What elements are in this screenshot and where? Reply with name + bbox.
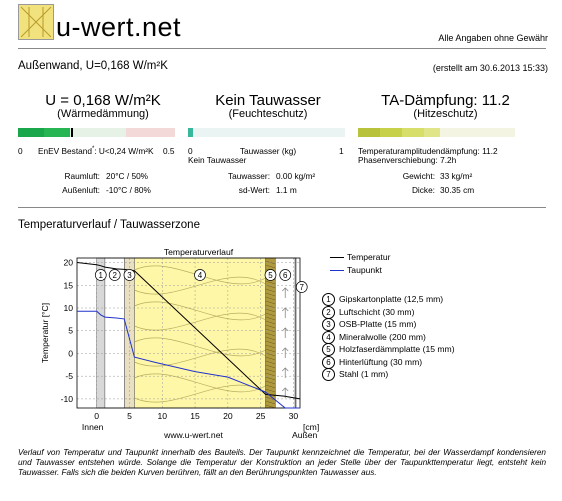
layer-name: Holzfaserdämmplatte (15 mm) — [339, 344, 455, 354]
outside-value: -10°C / 80% — [106, 185, 151, 195]
layer-legend-item — [322, 306, 455, 319]
layer-marker-label: 7 — [299, 283, 304, 292]
y-axis-label: Temperatur [°C] — [40, 302, 50, 364]
x-axis-label: [cm] — [303, 422, 320, 432]
heat-detail-1: Temperaturamplitudendämpfung: 11.2 — [358, 146, 498, 156]
y-tick-label: 15 — [63, 280, 73, 291]
x-tick-label: 10 — [157, 411, 168, 421]
section-title: Temperaturverlauf / Tauwasserzone — [18, 219, 200, 231]
layer-number: 4 — [322, 331, 335, 344]
condensate-label: Tauwasser: — [228, 171, 270, 181]
chart-title: Temperaturverlauf — [163, 247, 234, 257]
layer-name: Mineralwolle (200 mm) — [339, 331, 426, 342]
watermark: www.u-wert.net — [164, 430, 223, 440]
x-tick-label: 30 — [288, 411, 299, 421]
moisture-scale-right: 1 — [339, 146, 344, 156]
moisture-scale-left: 0 — [188, 146, 193, 156]
caption: Verlauf von Temperatur und Taupunkt innerhalb des Bauteils. Der Taupunkt kennzeichnet die Temperatur, bei der Wasserdampf kondensieren und Tauwasser entstehen würde. Solange die Temperatur der Konstruktion an jeder Stelle über der Taupunkttemperatur liegt, entsteht kein Tauwasser. Falls sich die beiden Kurven berühren, fällt an den Berührungspunkten Tauwasser aus. — [18, 448, 546, 477]
layer-marker-label: 4 — [197, 271, 203, 280]
layer-legend-item — [322, 356, 455, 369]
weight-label: Gewicht: — [402, 171, 435, 181]
x-tick-label: 15 — [190, 411, 200, 421]
heat-label: (Hitzeschutz) — [413, 108, 478, 120]
room-value: 20°C / 50% — [106, 171, 149, 181]
y-tick-label: 20 — [63, 257, 73, 268]
u-scale-right: 0.5 — [163, 146, 175, 156]
thickness-value: 30.35 cm — [440, 185, 475, 195]
layer-number: 2 — [322, 306, 335, 319]
layer-legend-item — [322, 331, 455, 344]
y-tick-label: -10 — [60, 393, 73, 404]
y-tick-label: 5 — [68, 325, 73, 336]
inside-label: Innen — [81, 422, 104, 432]
x-tick-label: 20 — [223, 411, 233, 421]
layer-marker-label: 2 — [112, 271, 117, 280]
u-label: (Wärmedämmung) — [57, 108, 149, 120]
thickness-label: Dicke: — [411, 185, 435, 195]
x-tick-label: 25 — [255, 411, 266, 421]
legend-temperature: Temperatur — [330, 252, 390, 262]
layer-number: 3 — [322, 318, 335, 331]
outside-label: Außenluft: — [62, 185, 100, 195]
created-date: (erstellt am 30.6.2013 15:33) — [432, 63, 548, 73]
u-scale-mid: EnEV Bestand*: U<0,24 W/m²K — [38, 146, 154, 156]
logo-text: u-wert.net — [56, 12, 182, 42]
layer-marker-label: 3 — [127, 271, 132, 280]
layer-7 — [295, 258, 296, 408]
disclaimer: Alle Angaben ohne Gewähr — [438, 33, 548, 43]
layer-marker-label: 5 — [268, 271, 273, 280]
layer-legend-item — [322, 318, 455, 331]
layer-marker-label: 1 — [98, 271, 104, 280]
layer-number: 1 — [322, 293, 335, 306]
moisture-label: (Feuchteschutz) — [228, 108, 308, 120]
condensate-value: 0.00 kg/m² — [276, 171, 316, 181]
legend-dewpoint: Taupunkt — [330, 265, 382, 275]
moisture-scale-mid: Tauwasser (kg) — [239, 146, 297, 156]
layer-legend — [322, 293, 455, 381]
u-value: U = 0,168 W/m²K — [45, 92, 161, 109]
layer-name: Stahl (1 mm) — [339, 369, 389, 379]
y-tick-label: -5 — [65, 371, 73, 382]
heat-value: TA-Dämpfung: 11.2 — [381, 92, 510, 109]
moisture-scale-sub: Kein Tauwasser — [188, 155, 247, 165]
layer-legend-item — [322, 368, 455, 381]
layer-legend-item — [322, 343, 455, 356]
y-tick-label: 10 — [63, 303, 73, 313]
outside-label: Außen — [292, 430, 318, 440]
y-tick-label: 0 — [68, 348, 73, 359]
layer-marker-label: 6 — [283, 271, 288, 280]
layer-name: Luftschicht (30 mm) — [339, 306, 415, 317]
moisture-value: Kein Tauwasser — [215, 92, 321, 109]
layer-legend-item — [322, 293, 455, 306]
layer-name: Gipskartonplatte (12,5 mm) — [339, 294, 444, 304]
u-scale-left: 0 — [18, 146, 23, 156]
layer-number: 6 — [322, 356, 335, 369]
sd-value: 1.1 m — [276, 185, 297, 195]
weight-value: 33 kg/m² — [440, 171, 473, 181]
room-label: Raumluft: — [64, 171, 100, 181]
sd-label: sd-Wert: — [238, 185, 270, 195]
x-tick-label: 0 — [94, 411, 100, 421]
layer-number: 7 — [322, 368, 335, 381]
layer-name: OSB-Platte (15 mm) — [339, 319, 417, 329]
heat-detail-2: Phasenverschiebung: 7.2h — [358, 155, 457, 165]
layer-name: Hinterlüftung (30 mm) — [339, 356, 423, 367]
layer-number: 5 — [322, 343, 335, 356]
x-tick-label: 5 — [127, 411, 132, 421]
page-title: Außenwand, U=0,168 W/m²K — [18, 60, 168, 72]
